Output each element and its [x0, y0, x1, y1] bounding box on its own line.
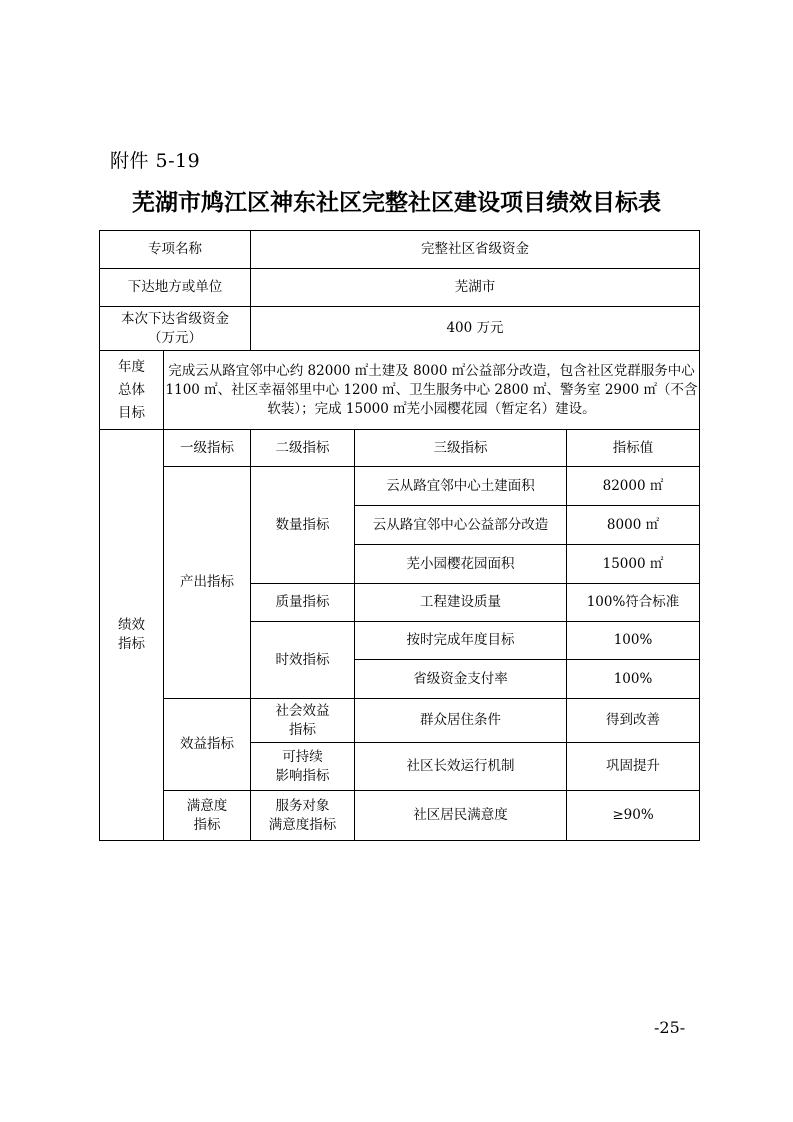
service-satisfaction-indicator	[251, 791, 355, 841]
indicator-value: 得到改善	[567, 699, 700, 743]
indicator-name: 按时完成年度目标	[355, 622, 567, 660]
indicator-name: 工程建设质量	[355, 584, 567, 622]
page-number: -25-	[654, 1018, 686, 1037]
indicator-value: 100%符合标准	[567, 584, 700, 622]
performance-label-line1: 绩效	[118, 617, 145, 633]
project-name-label: 专项名称	[100, 231, 251, 269]
indicator-value: 100%	[567, 660, 700, 699]
table-row	[100, 307, 700, 351]
sustainable-line1: 可持续	[282, 748, 323, 765]
satisfaction-line1: 满意度	[186, 797, 228, 814]
header-level3: 三级指标	[355, 430, 567, 467]
service-line1: 服务对象	[275, 797, 330, 814]
sustainable-indicator	[251, 743, 355, 791]
table-row	[100, 791, 700, 841]
project-name-value: 完整社区省级资金	[251, 231, 700, 269]
satisfaction-line2: 指标	[193, 816, 221, 833]
indicator-name: 群众居住条件	[355, 699, 567, 743]
indicator-name: 社区长效运行机制	[355, 743, 567, 791]
social-benefit-line2: 指标	[289, 721, 316, 738]
satisfaction-indicator	[164, 791, 251, 841]
goal-text: 完成云从路宜邻中心约 82000 ㎡土建及 8000 ㎡公益部分改造，包含社区党群服务中心 1100 ㎡、社区幸福邻里中心 1200 ㎡、卫生服务中心 2800 ㎡、警务室 2900 ㎡（不含软装）；完成 15000 ㎡芜小园樱花园（暂定名）建设。	[164, 351, 700, 430]
goal-label-line2: 总体	[118, 381, 145, 398]
attachment-label: 附件 5-19	[110, 150, 201, 172]
indicator-name: 省级资金支付率	[355, 660, 567, 699]
benefit-indicator: 效益指标	[164, 699, 251, 791]
output-indicator: 产出指标	[164, 467, 251, 699]
quantity-indicator: 数量指标	[251, 467, 355, 584]
indicator-value: 15000 ㎡	[567, 545, 700, 584]
indicator-name: 云从路宜邻中心土建面积	[355, 467, 567, 506]
region-value: 芜湖市	[251, 269, 700, 307]
table-row	[100, 269, 700, 307]
header-level1: 一级指标	[164, 430, 251, 467]
funds-label	[100, 307, 251, 351]
indicator-value: 巩固提升	[567, 743, 700, 791]
header-level2: 二级指标	[251, 430, 355, 467]
funds-label-line1: 本次下达省级资金	[121, 310, 229, 327]
table-row	[100, 699, 700, 743]
region-label: 下达地方或单位	[100, 269, 251, 307]
goal-label-line3: 目标	[118, 404, 145, 421]
funds-label-line2: （万元）	[148, 329, 202, 346]
goal-label	[100, 351, 164, 430]
table-row	[100, 351, 700, 430]
goal-label-line1: 年度	[118, 358, 145, 375]
performance-section-label	[100, 430, 164, 841]
quality-indicator: 质量指标	[251, 584, 355, 622]
social-benefit-indicator	[251, 699, 355, 743]
indicator-name: 云从路宜邻中心公益部分改造	[355, 506, 567, 545]
service-line2: 满意度指标	[268, 816, 337, 833]
indicator-value: 8000 ㎡	[567, 506, 700, 545]
performance-label-line2: 指标	[118, 636, 145, 652]
table-row	[100, 231, 700, 269]
indicator-value: ≥90%	[567, 791, 700, 841]
table-row	[100, 430, 700, 467]
timeliness-indicator: 时效指标	[251, 622, 355, 699]
funds-value: 400 万元	[251, 307, 700, 351]
indicator-name: 芜小园樱花园面积	[355, 545, 567, 584]
page-title: 芜湖市鸠江区神东社区完整社区建设项目绩效目标表	[132, 189, 661, 216]
header-value: 指标值	[567, 430, 700, 467]
table-row	[100, 467, 700, 506]
indicator-value: 82000 ㎡	[567, 467, 700, 506]
social-benefit-line1: 社会效益	[275, 702, 330, 719]
indicator-value: 100%	[567, 622, 700, 660]
indicator-name: 社区居民满意度	[355, 791, 567, 841]
sustainable-line2: 影响指标	[275, 767, 330, 784]
performance-table	[99, 230, 700, 841]
